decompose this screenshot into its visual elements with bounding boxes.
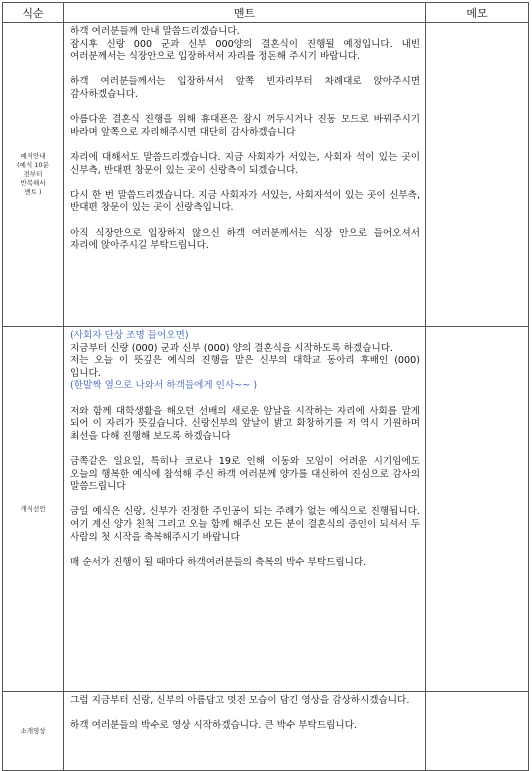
memo-cell[interactable] [426,23,529,327]
paragraph-gap [70,215,420,228]
header-order: 식순 [3,3,64,23]
order-label: 개식선언 [20,504,46,513]
script-line: 아직 식장안으로 입장하지 않으신 하객 여러분께서는 식장 안으로 들어오셔서 자리에 앉아주시길 부탁드립니다. [70,227,420,252]
order-cell [3,327,64,692]
script-line: 매 순서가 진행이 될 때마다 하객여러분들의 축복의 박수 부탁드립니다. [70,556,367,568]
paragraph-gap [70,64,420,77]
order-label: 소개영상 [20,726,46,735]
script-line: 금일 예식은 신랑, 신부가 진정한 주인공이 되는 주례가 없는 예식으로 진행됩니다. 여기 계신 양가 친척 그리고 오늘 함께 해주신 모든 분이 결혼식의 증인이 되셔서 두 사람의 첫 시작을 축복해주시기 바랍니다 [70,506,420,543]
paragraph-gap [70,494,420,507]
script-line: 저는 오늘 이 뜻깊은 예식의 진행을 맡은 신부의 대학교 동아리 후배인 (000) 입니다. [70,355,420,379]
table-row [3,327,529,692]
table-row [3,23,529,327]
paragraph-gap [70,102,420,115]
paragraph-gap [70,393,420,406]
comment-cell [64,692,426,771]
comment-cell [64,327,426,692]
memo-cell[interactable] [426,692,529,771]
order-cell [3,692,64,771]
comment-cell [64,23,426,327]
script-line: 하객 여러분들의 박수로 영상 시작하겠습니다. 큰 박수 부탁드립니다. [70,720,357,732]
paragraph-gap [70,443,420,456]
order-label: 예식안내 (예식 10분 전부터 반복해서 멘트 ) [17,152,49,196]
script-line: 저와 함께 대학생활을 해오던 선배의 새로운 앞날을 시작하는 자리에 사회를 맡게 되어 이 자리가 뜻깊습니다. 신랑신부의 앞날이 밝고 화창하기를 저 역시 기원하며 최선을 다해 진행해 보도록 하겠습니다 [70,405,420,442]
script-line: 금쪽같은 일요일, 특히나 코로나 19로 인해 이동와 모임이 어려운 시기임에도 오늘의 행복한 예식에 참석해 주신 하객 여러분께 양가를 대신하여 진심으로 감사의 말씀드립니다 [70,455,420,493]
script-line: 잠시후 신랑 000 군과 신부 000양의 결혼식이 진행될 예정입니다. 내빈 여러분께서는 식장안으로 입장하셔서 자리를 정돈해 주시기 바랍니다. [70,38,420,63]
header-comment: 멘트 [64,3,426,23]
script-table [2,2,529,771]
paragraph-gap [70,544,420,557]
paragraph-gap [70,139,420,152]
order-cell [3,23,64,327]
stage-direction: (한발짝 옆으로 나와서 하객들에게 인사~~ ) [70,380,258,392]
script-line: 다시 한 번 말씀드리겠습니다. 지금 사회자가 서있는, 사회자석이 있는 곳이 신부측, 반대편 창문이 있는 곳이 신랑측입니다. [70,189,420,214]
script-line: 그럼 지금부터 신랑, 신부의 아름답고 멋진 모습이 담긴 영상을 감상하시겠습니다. [70,695,410,706]
script-line: 하객 여러분들께서는 입장하셔서 앞쪽 빈자리부터 차례대로 앉아주시면 감사하겠습니다. [70,76,420,100]
script-line: 지금부터 신랑 (000) 군과 신부 (000) 양의 결혼식을 시작하도록 하겠습니다. [70,342,394,354]
header-row [3,3,529,23]
script-line: 하객 여러분들께 안내 말씀드리겠습니다. [70,26,240,37]
script-line: 자리에 대해서도 말씀드리겠습니다. 지금 사회자가 서있는, 사회자 석이 있는 곳이 신부측, 반대편 창문이 있는 곳이 신랑측이 되겠습니다. [70,151,420,176]
table-row [3,692,529,771]
memo-cell[interactable] [426,327,529,692]
script-line: 아름다운 결혼식 진행을 위해 휴대폰은 잠시 꺼두시거나 진동 모드로 바꿔주시기 바라며 앞쪽으로 자리해주시면 대단히 감사하겠습니다 [70,114,420,138]
paragraph-gap [70,708,420,721]
header-memo: 메모 [426,3,529,23]
stage-direction: (사회자 단상 조명 들어오면) [70,330,189,341]
paragraph-gap [70,177,420,190]
